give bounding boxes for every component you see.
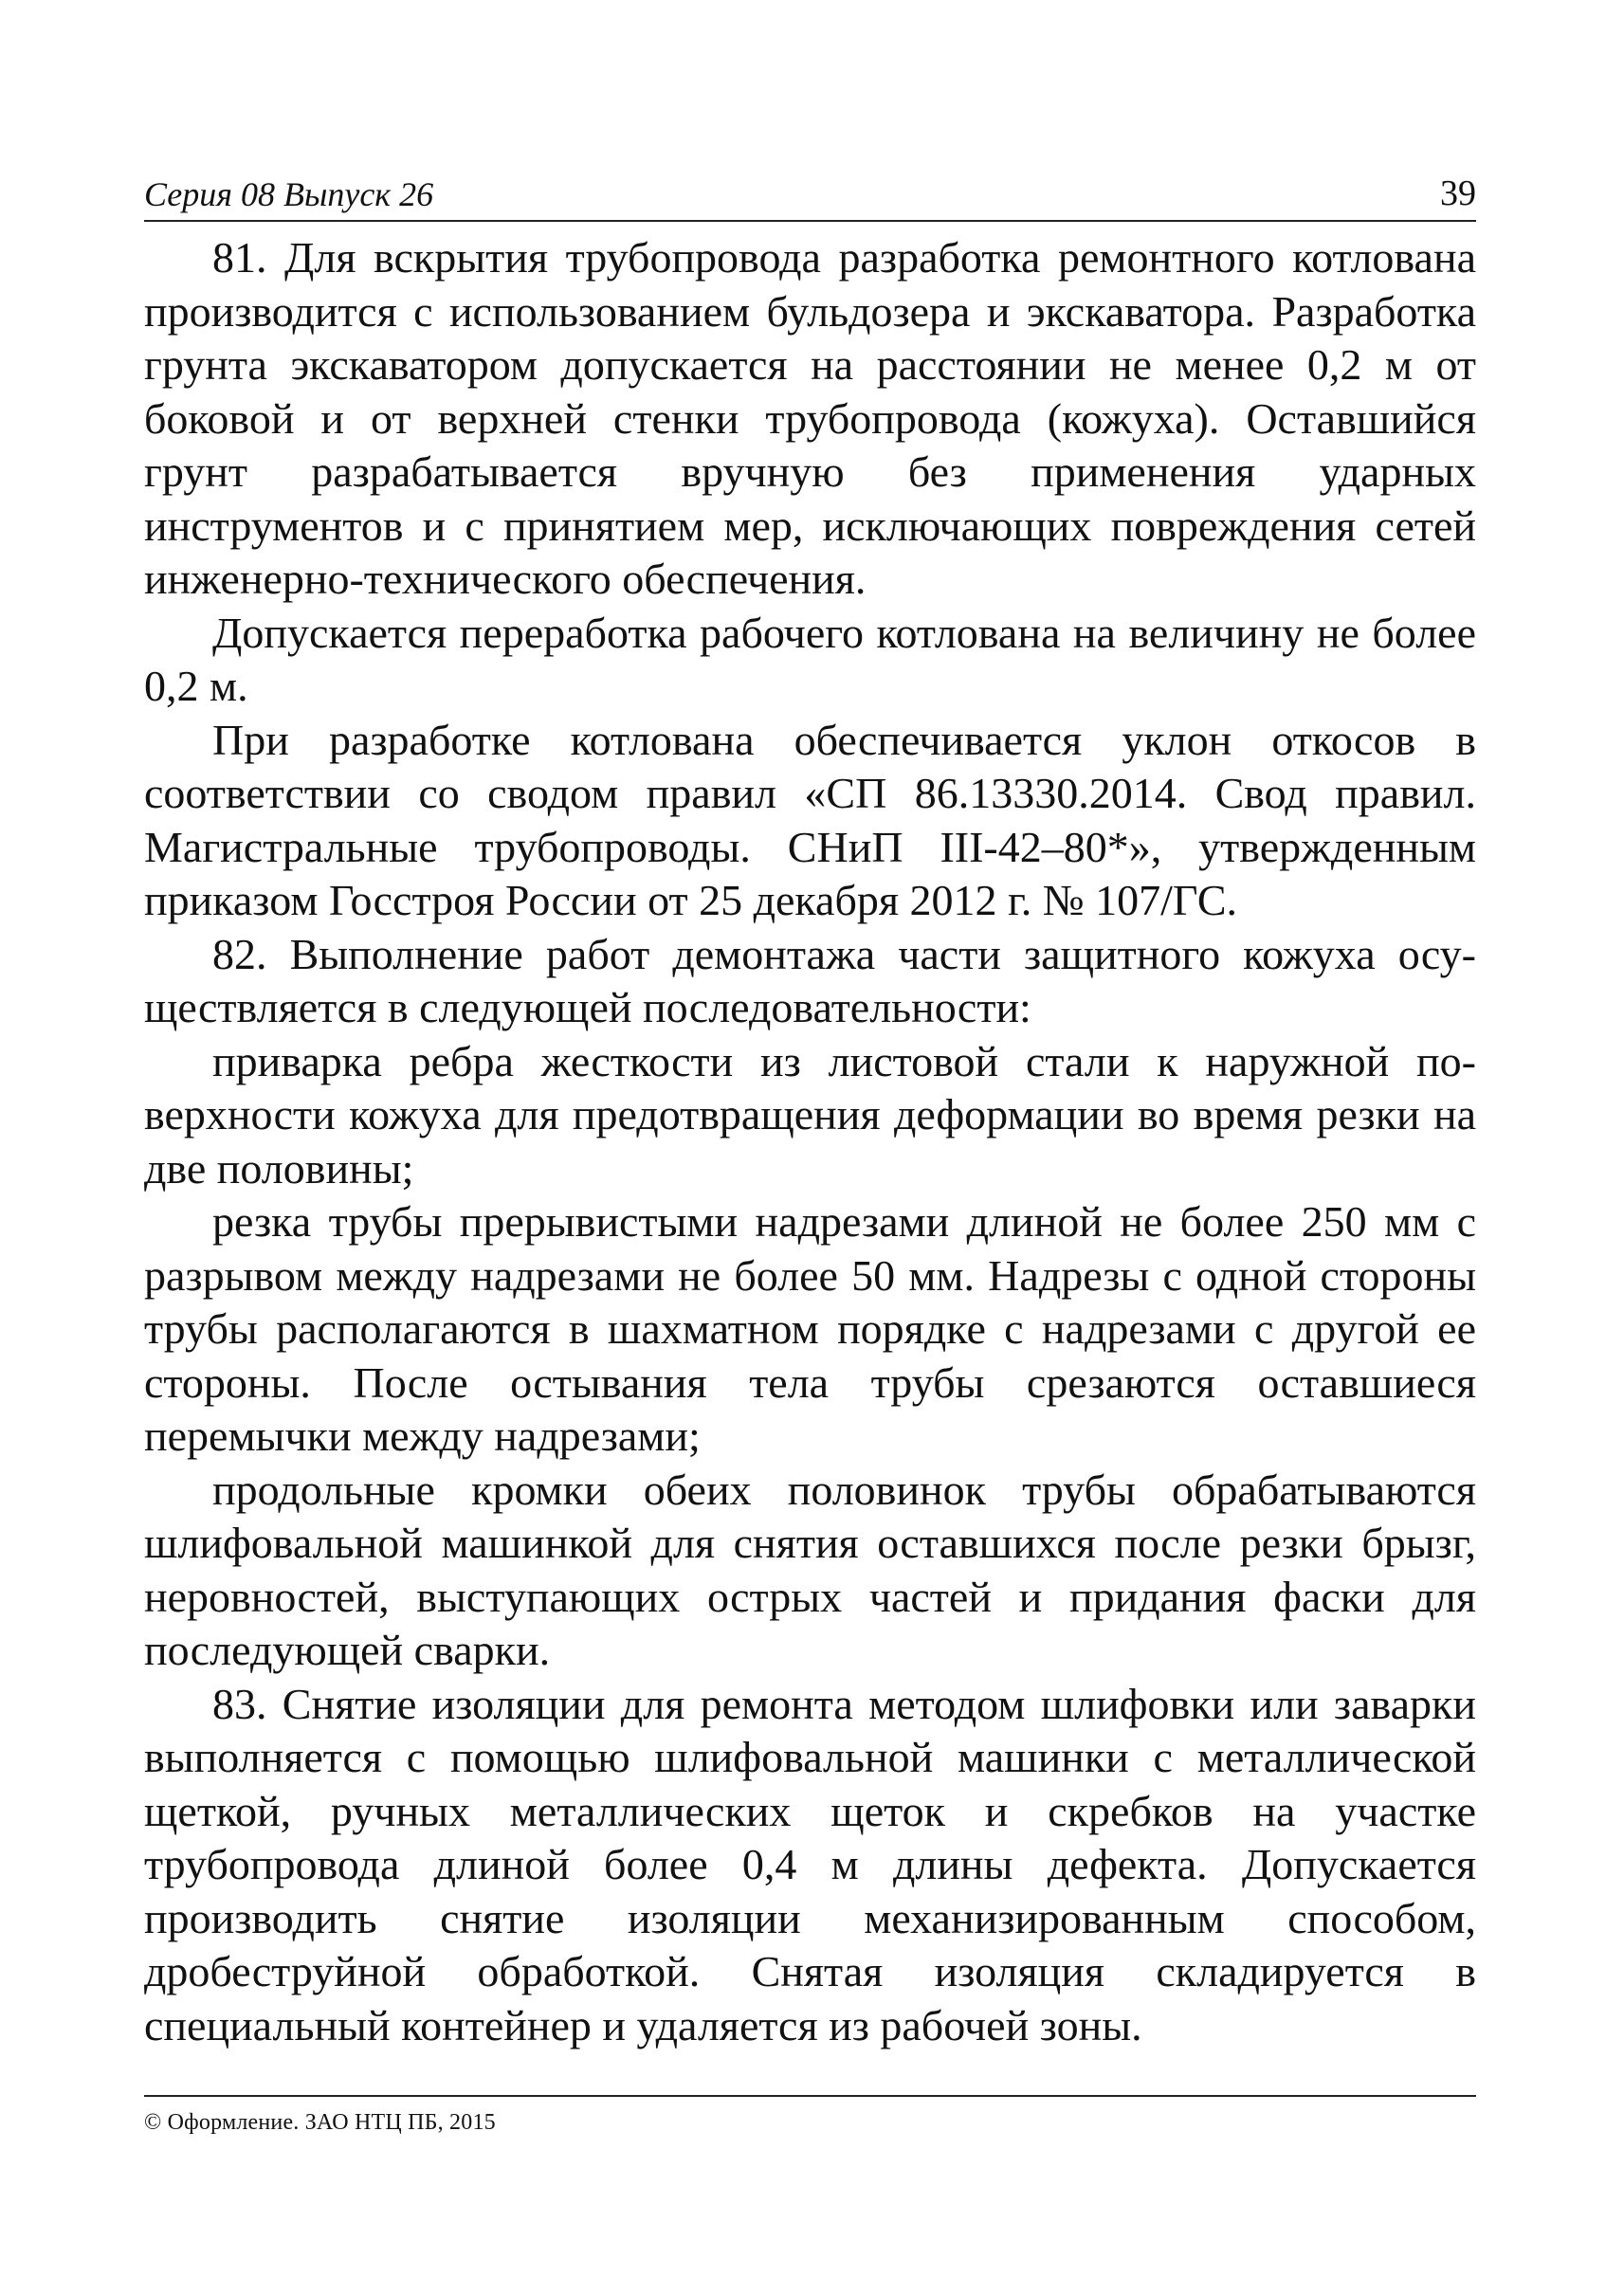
page-number: 39 bbox=[1440, 173, 1476, 213]
paragraph-83: 83. Снятие изоляции для ремонта методом шлифовки или заварки выполняется с помощью шлифовальной машинки с металлической щеткой, ручных металлических щеток и скребков на участке трубопровода длиной более 0,4 м длины дефекта. Допускается производить снятие изоляции механизированным способом, дробеструйной обработкой. Снятая изоляция складируется в специальный контейнер и удаляется из рабочей зоны. bbox=[144, 1679, 1476, 2049]
paragraph-welding: приварка ребра жесткости из листовой стали к наружной поверхности кожуха для предотвращения деформации во время резки на две половины; bbox=[144, 1036, 1476, 1193]
body-text bbox=[144, 231, 1476, 2052]
paragraph-82: 82. Выполнение работ демонтажа части защитного кожуха осуществляется в следующей последовательности: bbox=[144, 929, 1476, 1031]
paragraph-cutting: резка трубы прерывистыми надрезами длиной не более 250 мм с разрывом между надрезами не более 50 мм. Надрезы с одной стороны трубы располагаются в шахматном порядке с надрезами с другой ее стороны. После остывания тела трубы срезаются оставшиеся перемычки между надрезами; bbox=[144, 1197, 1476, 1460]
copyright-note: © Оформление. ЗАО НТЦ ПБ, 2015 bbox=[144, 2110, 496, 2135]
series-title: Серия 08 Выпуск 26 bbox=[144, 175, 434, 213]
page-footer bbox=[144, 2095, 1476, 2136]
paragraph-slopes: При разработке котлована обеспечивается уклон откосов в соответствии со сводом правил «СП 86.13330.2014. Свод правил. Магистральные трубопроводы. СНиП III-42–80*», утвержденным приказом Госстроя России от 25 декабря 2012 г. № 107/ГС. bbox=[144, 715, 1476, 924]
paragraph-overdig: Допускается переработка рабочего котлована на величину не более 0,2 м. bbox=[144, 608, 1476, 710]
document-page bbox=[144, 171, 1476, 2052]
running-header bbox=[144, 171, 1476, 222]
paragraph-grinding: продольные кромки обеих половинок трубы обрабатываются шлифовальной машинкой для снятия оставшихся после резки брызг, неровностей, выступающих острых частей и придания фаски для последующей сварки. bbox=[144, 1465, 1476, 1674]
paragraph-81: 81. Для вскрытия трубопровода разработка ремонтного котлована производится с использованием бульдозера и экскаватора. Разработка грунта экскаватором допускается на расстоянии не менее 0,2 м от боковой и от верхней стенки трубопровода (кожуха). Оставшийся грунт разрабатывается вручную без применения ударных инструментов и с принятием мер, исключающих повреждения сетей инженерно-технического обеспечения. bbox=[144, 233, 1476, 603]
